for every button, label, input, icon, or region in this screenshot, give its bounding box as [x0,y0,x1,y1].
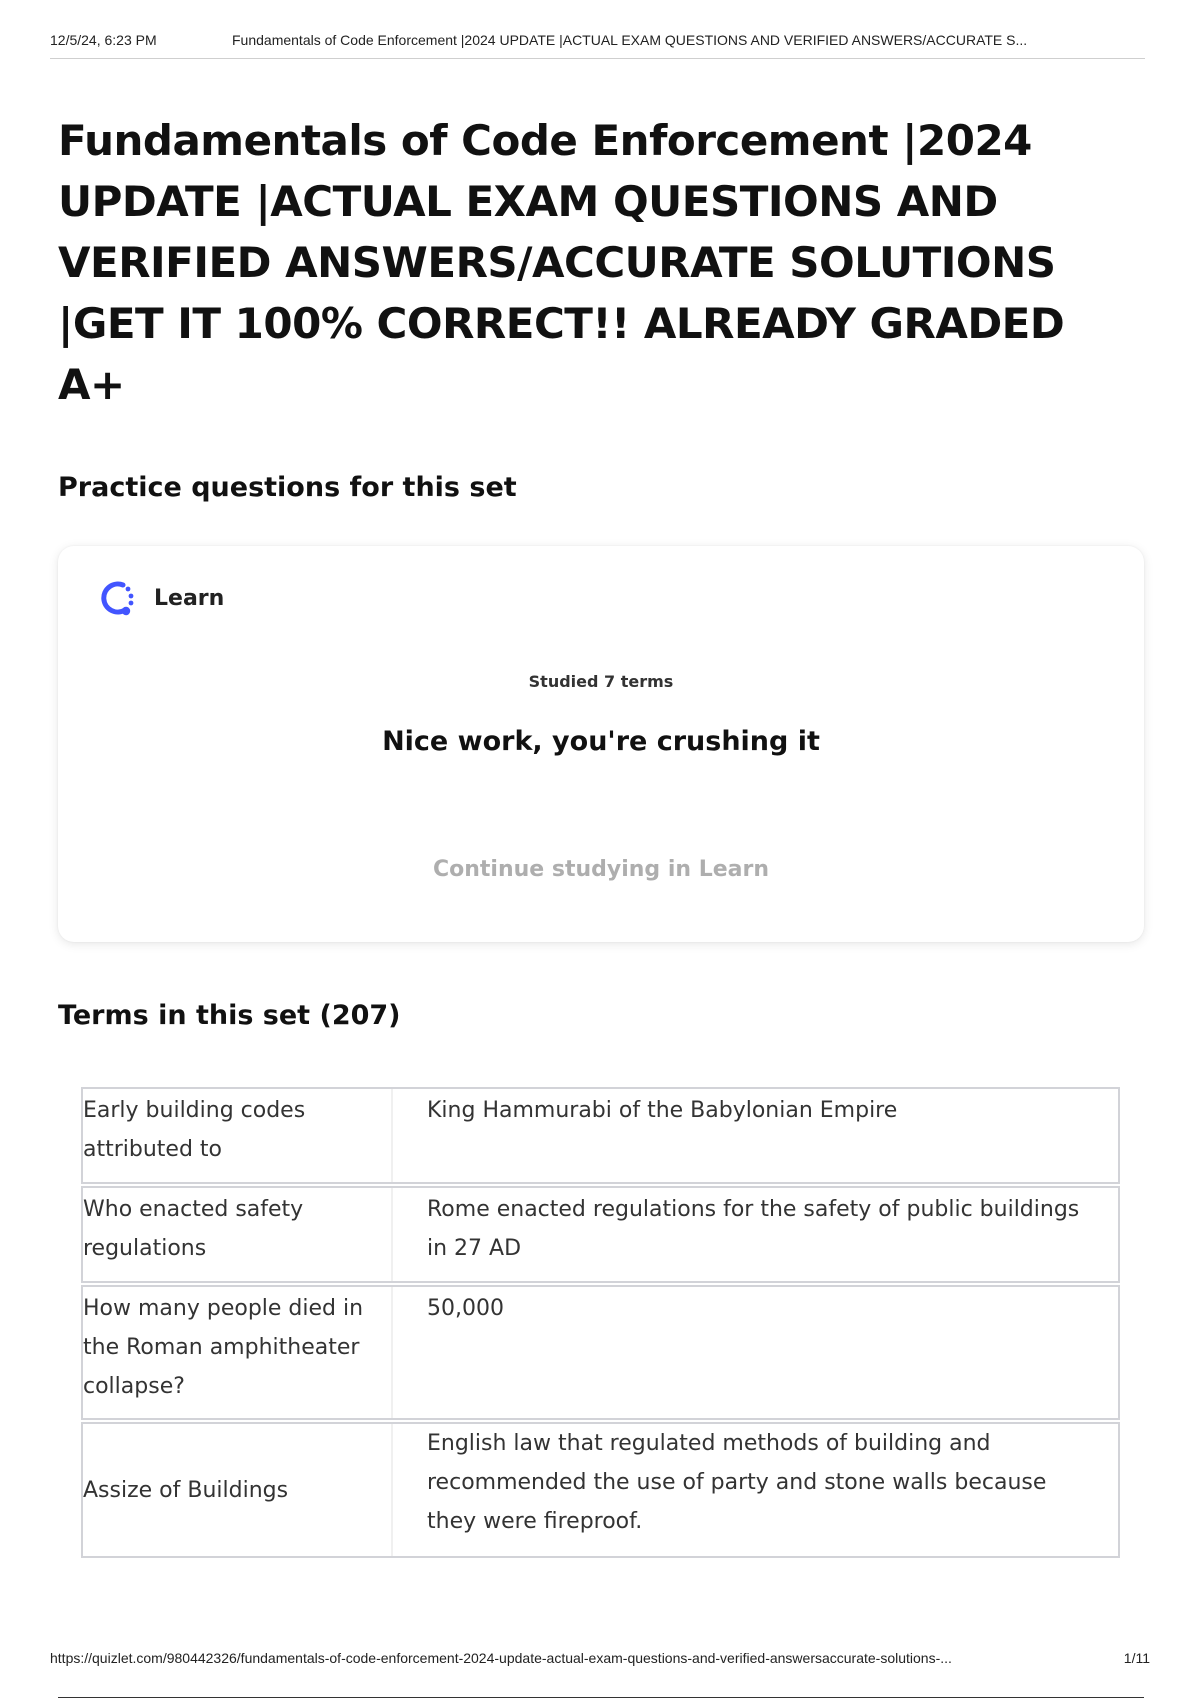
learn-card[interactable] [58,546,1144,942]
table-row [81,1186,1120,1283]
print-url: https://quizlet.com/980442326/fundamentals-of-code-enforcement-2024-update-actual-exam-questions-and-verified-answersaccurate-solutions-... [50,1650,952,1666]
term-cell: Who enacted safety regulations [83,1188,393,1281]
table-row [81,1087,1120,1184]
table-row [81,1422,1120,1558]
learn-header [96,576,224,620]
definition-cell: King Hammurabi of the Babylonian Empire [427,1098,898,1123]
print-header [50,28,1145,59]
print-date: 12/5/24, 6:23 PM [50,32,157,48]
term-cell: Early building codes attributed to [83,1089,393,1182]
print-doc-title: Fundamentals of Code Enforcement |2024 UPDATE |ACTUAL EXAM QUESTIONS AND VERIFIED ANSWERS/ACCURATE S... [232,32,1028,48]
term-cell [83,1424,393,1556]
page-title: Fundamentals of Code Enforcement |2024 UPDATE |ACTUAL EXAM QUESTIONS AND VERIFIED ANSWERS/ACCURATE SOLUTIONS |GET IT 100% CORRECT!! ALREADY GRADED A+ [58,116,1065,409]
term-text: Assize of Buildings [83,1477,289,1503]
terms-table [81,1087,1120,1560]
definition-cell: 50,000 [427,1296,504,1321]
footer-divider [58,1697,1144,1698]
studied-count: Studied 7 terms [528,672,674,691]
term-cell: How many people died in the Roman amphitheater collapse? [83,1287,393,1418]
page-number: 1/11 [1123,1650,1150,1666]
learn-progress-icon [96,577,138,619]
table-row [81,1285,1120,1420]
encouragement-message: Nice work, you're crushing it [382,726,820,757]
terms-heading: Terms in this set (207) [58,1000,401,1031]
learn-label: Learn [154,585,225,611]
continue-learn-button[interactable]: Continue studying in Learn [432,857,769,882]
definition-cell: English law that regulated methods of building and recommended the use of party and stone walls because they were fireproof. [427,1431,1047,1534]
practice-heading: Practice questions for this set [58,472,517,503]
definition-cell: Rome enacted regulations for the safety of public buildings in 27 AD [427,1197,1080,1261]
